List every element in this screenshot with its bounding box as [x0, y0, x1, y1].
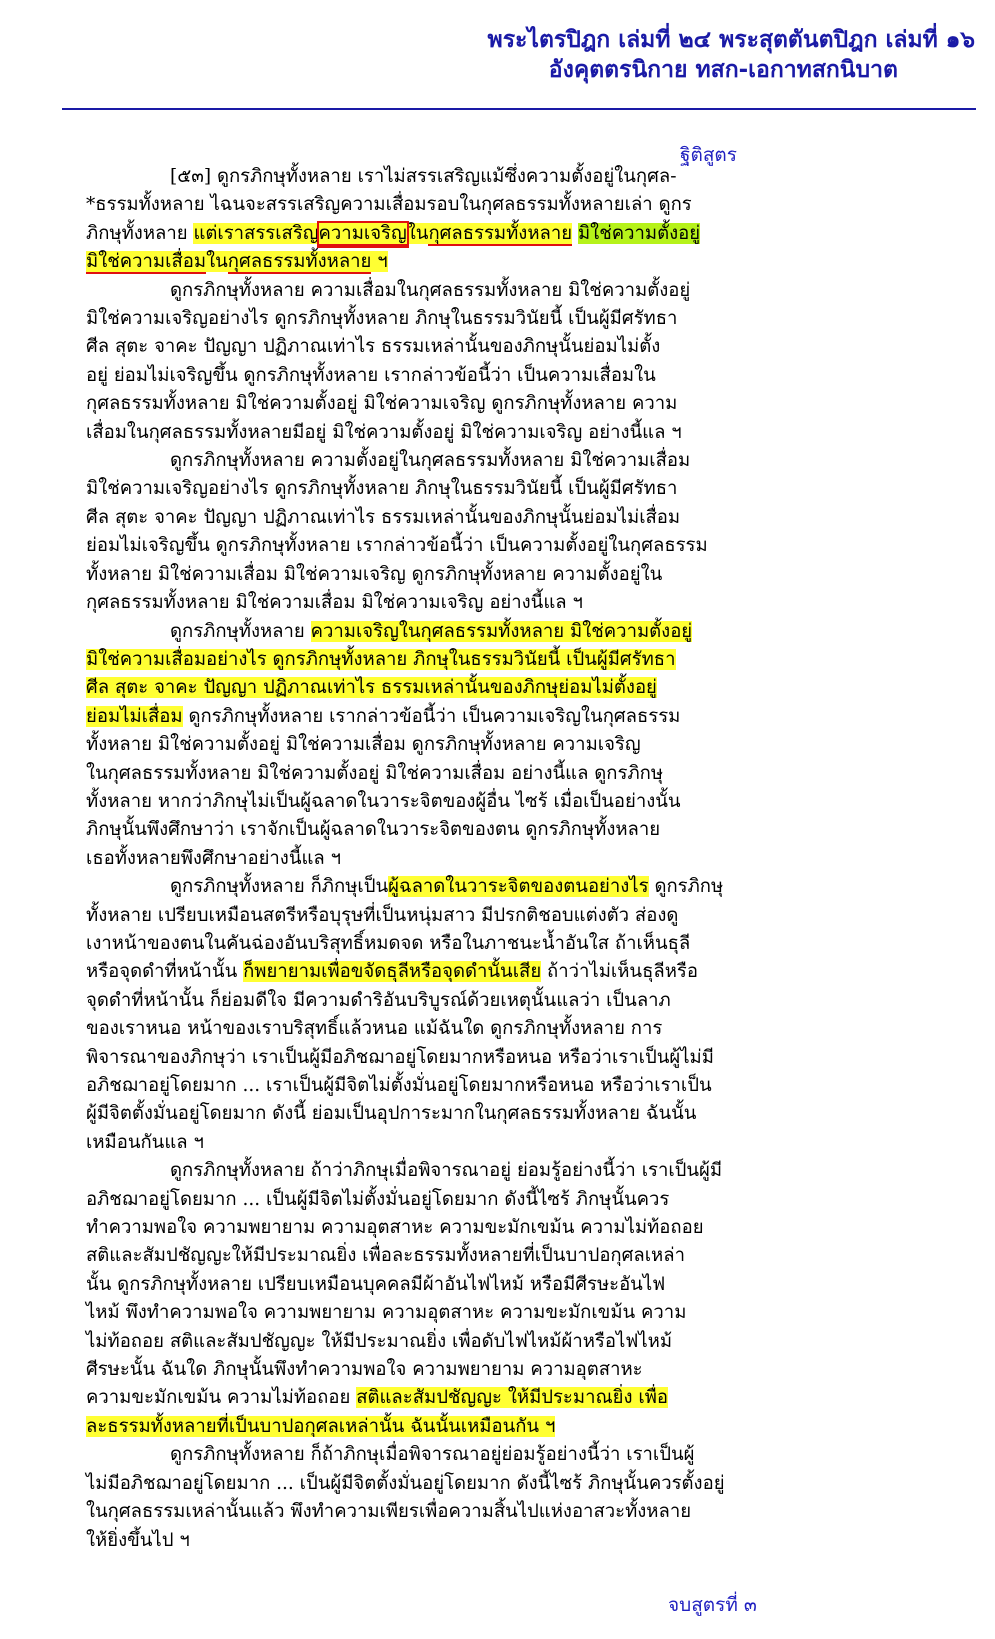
- text-segment: ให้ยิ่งขึ้นไป ฯ: [86, 1529, 190, 1551]
- text-line: [86, 248, 828, 276]
- text-segment: ผู้มีจิตตั้งมั่นอยู่โดยมาก ดังนี้ ย่อมเป็นอุปการะมากในกุศลธรรมทั้งหลาย ฉันนั้น: [86, 1103, 697, 1125]
- text-segment: อยู่ ย่อมไม่เจริญขึ้น ดูกรภิกษุทั้งหลาย เรากล่าวข้อนี้ว่า เป็นความเสื่อมใน: [86, 364, 656, 386]
- paragraph: [86, 277, 828, 447]
- boxed-highlighted-text: ความเจริญ: [318, 222, 407, 244]
- paragraph: [86, 1441, 828, 1555]
- text-segment: ถ้าว่าไม่เห็นธุลีหรือ: [541, 961, 698, 983]
- text-segment: ดูกรภิกษุทั้งหลาย ก็ภิกษุเป็น: [170, 876, 389, 898]
- text-line: [86, 1100, 828, 1128]
- text-segment: ทั้งหลาย มิใช่ความตั้งอยู่ มิใช่ความเสื่อม ดูกรภิกษุทั้งหลาย ความเจริญ: [86, 734, 641, 756]
- text-segment: ในกุศลธรรมเหล่านั้นแล้ว พึงทำความเพียรเพื่อความสิ้นไปแห่งอาสวะทั้งหลาย: [86, 1501, 692, 1523]
- text-segment: ภิกษุทั้งหลาย: [86, 222, 194, 244]
- text-line: [86, 760, 828, 788]
- text-line: [86, 191, 828, 219]
- text-segment: ไม่ท้อถอย สติและสัมปชัญญะ ให้มีประมาณยิ่ง เพื่อดับไฟไหม้ผ้าหรือไฟไหม้: [86, 1330, 673, 1352]
- text-segment: ดูกรภิกษุทั้งหลาย ความเสื่อมในกุศลธรรมทั้งหลาย มิใช่ความตั้งอยู่: [170, 279, 691, 301]
- text-line: [86, 1044, 828, 1072]
- text-segment: ศีล สุตะ จาคะ ปัญญา ปฏิภาณเท่าไร ธรรมเหล่านั้นของภิกษุนั้นย่อมไม่เสื่อม: [86, 506, 681, 528]
- text-segment: เหมือนกันแล ฯ: [86, 1131, 204, 1153]
- text-line: [86, 561, 828, 589]
- text-segment: ภิกษุนั้นพึงศึกษาว่า เราจักเป็นผู้ฉลาดในวาระจิตของตน ดูกรภิกษุทั้งหลาย: [86, 819, 661, 841]
- text-line: [86, 646, 828, 674]
- highlighted-text: กุศลธรรมทั้งหลาย: [428, 222, 573, 244]
- text-segment: กุศลธรรมทั้งหลาย มิใช่ความตั้งอยู่ มิใช่ความเจริญ ดูกรภิกษุทั้งหลาย ความ: [86, 393, 678, 415]
- text-line: [86, 1072, 828, 1100]
- text-segment: เธอทั้งหลายพึงศึกษาอย่างนี้แล ฯ: [86, 847, 342, 869]
- text-line: [86, 1299, 828, 1327]
- highlighted-text: กุศลธรรมทั้งหลาย: [227, 251, 372, 273]
- text-line: [86, 1271, 828, 1299]
- text-segment: อภิชฌาอยู่โดยมาก ... เป็นผู้มีจิตไม่ตั้งมั่นอยู่โดยมาก ดังนี้ไซร้ ภิกษุนั้นควร: [86, 1188, 670, 1210]
- text-line: [86, 958, 828, 986]
- text-segment: ดูกรภิกษุทั้งหลาย ความตั้งอยู่ในกุศลธรรมทั้งหลาย มิใช่ความเสื่อม: [170, 450, 691, 472]
- paragraph: [86, 447, 828, 617]
- paragraph: [86, 1157, 828, 1441]
- text-line: [86, 1214, 828, 1242]
- highlighted-text: สติและสัมปชัญญะ ให้มีประมาณยิ่ง เพื่อ: [356, 1387, 669, 1409]
- text-line: [86, 1157, 828, 1185]
- text-segment: ไม่มีอภิชฌาอยู่โดยมาก ... เป็นผู้มีจิตตั้งมั่นอยู่โดยมาก ดังนี้ไซร้ ภิกษุนั้นควรตั้งอยู่: [86, 1472, 725, 1494]
- text-line: [86, 1498, 828, 1526]
- highlighted-text: มิใช่ความตั้งอยู่: [577, 222, 701, 244]
- text-line: [86, 1015, 828, 1043]
- highlighted-text: ก็พยายามเพื่อขจัดธุลีหรือจุดดำนั้นเสีย: [243, 961, 542, 983]
- text-line: [86, 532, 828, 560]
- text-segment: นั้น ดูกรภิกษุทั้งหลาย เปรียบเหมือนบุคคลมีผ้าอันไฟไหม้ หรือมีศีรษะอันไฟ: [86, 1273, 666, 1295]
- text-line: [86, 333, 828, 361]
- text-line: [86, 902, 828, 930]
- text-line: [86, 1356, 828, 1384]
- text-line: [86, 504, 828, 532]
- text-segment: ดูกรภิกษุทั้งหลาย ก็ถ้าภิกษุเมื่อพิจารณาอยู่ย่อมรู้อย่างนี้ว่า เราเป็นผู้: [170, 1444, 695, 1466]
- paragraph: [86, 163, 828, 277]
- highlighted-text: ฯ: [371, 251, 388, 273]
- text-line: [86, 220, 828, 248]
- text-line: [86, 930, 828, 958]
- text-segment: กุศลธรรมทั้งหลาย มิใช่ความเสื่อม มิใช่ความเจริญ อย่างนี้แล ฯ: [86, 592, 583, 614]
- text-segment: ศีรษะนั้น ฉันใด ภิกษุนั้นพึงทำความพอใจ ความพยายาม ความอุตสาหะ: [86, 1359, 643, 1381]
- text-line: [86, 788, 828, 816]
- text-segment: เงาหน้าของตนในคันฉ่องอันบริสุทธิ์หมดจด หรือในภาชนะน้ำอันใส ถ้าเห็นธุลี: [86, 932, 691, 954]
- text-segment: พิจารณาของภิกษุว่า เราเป็นผู้มีอภิชฌาอยู่โดยมากหรือหนอ หรือว่าเราเป็นผู้ไม่มี: [86, 1046, 714, 1068]
- text-segment: มิใช่ความเจริญอย่างไร ดูกรภิกษุทั้งหลาย ภิกษุในธรรมวินัยนี้ เป็นผู้มีศรัทธา: [86, 308, 678, 330]
- text-line: [86, 845, 828, 873]
- text-segment: หรือจุดดำที่หน้านั้น: [86, 961, 244, 983]
- highlighted-text: ความเจริญในกุศลธรรมทั้งหลาย มิใช่ความตั้งอยู่: [310, 620, 693, 642]
- text-line: [86, 1186, 828, 1214]
- text-line: [86, 1328, 828, 1356]
- text-line: [86, 1470, 828, 1498]
- text-segment: ดูกรภิกษุทั้งหลาย เรากล่าวข้อนี้ว่า เป็นความเจริญในกุศลธรรม: [182, 705, 681, 727]
- text-line: [86, 589, 828, 617]
- text-line: [86, 731, 828, 759]
- text-segment: ทำความพอใจ ความพยายาม ความอุตสาหะ ความขะมักเขม้น ความไม่ท้อถอย: [86, 1217, 704, 1239]
- text-segment: ไหม้ พึงทำความพอใจ ความพยายาม ความอุตสาหะ ความขะมักเขม้น ความ: [86, 1302, 687, 1324]
- text-line: [86, 447, 828, 475]
- text-segment: *ธรรมทั้งหลาย ไฉนจะสรรเสริญความเสื่อมรอบในกุศลธรรมทั้งหลายเล่า ดูกร: [86, 194, 692, 216]
- highlighted-text: ละธรรมทั้งหลายที่เป็นบาปอกุศลเหล่านั้น ฉันนั้นเหมือนกัน ฯ: [86, 1415, 556, 1437]
- text-line: [86, 816, 828, 844]
- text-segment: อภิชฌาอยู่โดยมาก ... เราเป็นผู้มีจิตไม่ตั้งมั่นอยู่โดยมากหรือหนอ หรือว่าเราเป็น: [86, 1075, 712, 1096]
- highlighted-text: ใน: [406, 222, 429, 244]
- text-line: [86, 1129, 828, 1157]
- text-line: [86, 419, 828, 447]
- text-line: [86, 873, 828, 901]
- highlighted-text: มิใช่ความเสื่อม: [86, 251, 207, 273]
- page-header-line2: อังคุตตรนิกาย ทสก-เอกาทสกนิบาต: [548, 57, 898, 83]
- text-line: [86, 1413, 828, 1441]
- paragraph: [86, 618, 828, 874]
- text-segment: ดูกรภิกษุทั้งหลาย ถ้าว่าภิกษุเมื่อพิจารณาอยู่ ย่อมรู้อย่างนี้ว่า เราเป็นผู้มี: [170, 1160, 723, 1182]
- text-line: [86, 674, 828, 702]
- text-segment: สติและสัมปชัญญะให้มีประมาณยิ่ง เพื่อละธรรมทั้งหลายที่เป็นบาปอกุศลเหล่า: [86, 1245, 685, 1267]
- text-segment: มิใช่ความเจริญอย่างไร ดูกรภิกษุทั้งหลาย ภิกษุในธรรมวินัยนี้ เป็นผู้มีศรัทธา: [86, 478, 678, 500]
- document-body: [86, 163, 828, 1555]
- text-line: [86, 163, 828, 191]
- text-segment: ของเราหนอ หน้าของเราบริสุทธิ์แล้วหนอ แม้ฉันใด ดูกรภิกษุทั้งหลาย การ: [86, 1018, 663, 1040]
- text-line: [86, 277, 828, 305]
- text-segment: ทั้งหลาย หากว่าภิกษุไม่เป็นผู้ฉลาดในวาระจิตของผู้อื่น ไซร้ เมื่อเป็นอย่างนั้น: [86, 790, 681, 812]
- highlighted-text: ศีล สุตะ จาคะ ปัญญา ปฏิภาณเท่าไร ธรรมเหล่านั้นของภิกษุย่อมไม่ตั้งอยู่: [86, 677, 657, 699]
- text-segment: จุดดำที่หน้านั้น ก็ย่อมดีใจ มีความดำริอันบริบูรณ์ด้วยเหตุนั้นแลว่า เป็นลาภ: [86, 989, 671, 1011]
- text-line: [86, 390, 828, 418]
- text-segment: เสื่อมในกุศลธรรมทั้งหลายมีอยู่ มิใช่ความตั้งอยู่ มิใช่ความเจริญ อย่างนี้แล ฯ: [86, 421, 682, 443]
- highlighted-text: ใน: [206, 251, 228, 273]
- sutta-title: ฐิติสูตร: [680, 144, 737, 166]
- highlighted-text: ผู้ฉลาดในวาระจิตของตนอย่างไร: [388, 876, 649, 898]
- text-segment: ศีล สุตะ จาคะ ปัญญา ปฏิภาณเท่าไร ธรรมเหล่านั้นของภิกษุนั้นย่อมไม่ตั้ง: [86, 336, 661, 358]
- text-segment: ความขะมักเขม้น ความไม่ท้อถอย: [86, 1387, 357, 1409]
- header-divider: [62, 108, 976, 110]
- text-segment: ย่อมไม่เจริญขึ้น ดูกรภิกษุทั้งหลาย เรากล่าวข้อนี้ว่า เป็นความตั้งอยู่ในกุศลธรรม: [86, 535, 708, 557]
- highlighted-text: มิใช่ความเสื่อมอย่างไร ดูกรภิกษุทั้งหลาย ภิกษุในธรรมวินัยนี้ เป็นผู้มีศรัทธา: [86, 648, 676, 670]
- text-segment: [๕๓] ดูกรภิกษุทั้งหลาย เราไม่สรรเสริญแม้ซึ่งความตั้งอยู่ในกุศล-: [170, 166, 677, 187]
- page-header-line1: พระไตรปิฎก เล่มที่ ๒๔ พระสุตตันตปิฎก เล่มที่ ๑๖: [487, 27, 975, 53]
- text-line: [86, 475, 828, 503]
- text-segment: ทั้งหลาย เปรียบเหมือนสตรีหรือบุรุษที่เป็นหนุ่มสาว มีปรกติชอบแต่งตัว ส่องดู: [86, 904, 679, 926]
- text-line: [86, 618, 828, 646]
- sutta-end-marker: จบสูตรที่ ๓: [668, 1594, 757, 1616]
- text-line: [86, 362, 828, 390]
- text-line: [86, 1242, 828, 1270]
- text-segment: ดูกรภิกษุทั้งหลาย: [170, 620, 311, 642]
- text-segment: ดูกรภิกษุ: [648, 876, 724, 898]
- highlighted-text: แต่เราสรรเสริญ: [193, 222, 319, 244]
- text-line: [86, 987, 828, 1015]
- text-line: [86, 1441, 828, 1469]
- text-segment: ในกุศลธรรมทั้งหลาย มิใช่ความตั้งอยู่ มิใช่ความเสื่อม อย่างนี้แล ดูกรภิกษุ: [86, 762, 664, 784]
- highlighted-text: ย่อมไม่เสื่อม: [86, 705, 183, 727]
- text-line: [86, 1384, 828, 1412]
- text-line: [86, 703, 828, 731]
- text-line: [86, 1527, 828, 1555]
- paragraph: [86, 873, 828, 1157]
- text-line: [86, 305, 828, 333]
- text-segment: ทั้งหลาย มิใช่ความเสื่อม มิใช่ความเจริญ ดูกรภิกษุทั้งหลาย ความตั้งอยู่ใน: [86, 563, 663, 585]
